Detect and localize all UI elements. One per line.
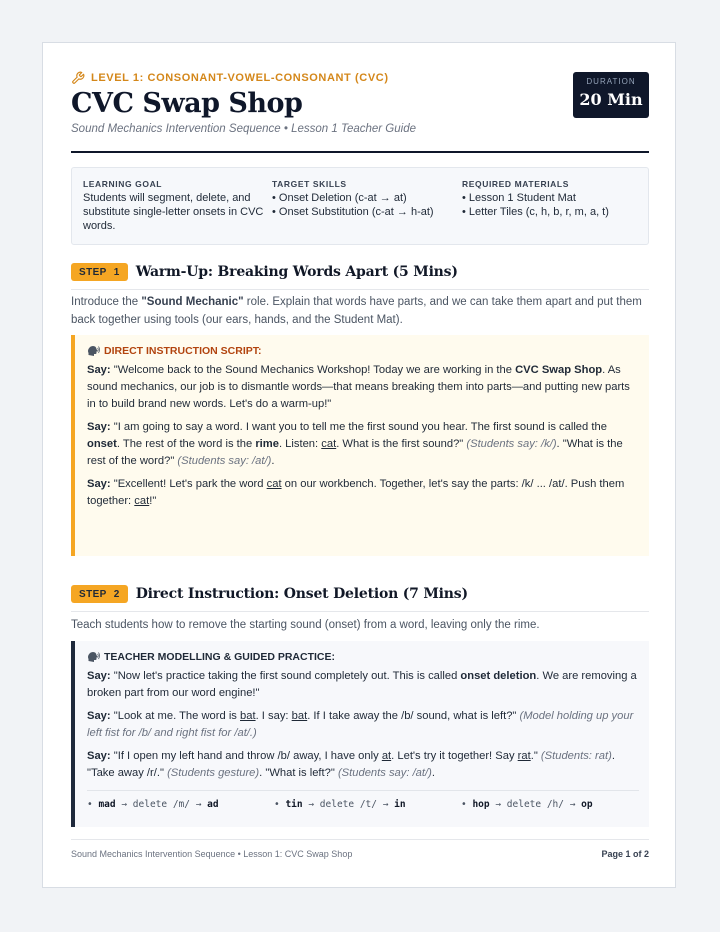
step-1-header	[71, 260, 649, 284]
example-item: • hop → delete /h/ → op	[461, 799, 593, 810]
step-badge-label: STEP	[79, 266, 107, 278]
script-line-1: Say: "Welcome back to the Sound Mechanics Workshop! Today we are working in the CVC Swap Shop. As sound mechanics, our job is to dismantle words—that means breaking them into parts—and putting new parts in to build brand new words. Let's do a warm-up!"	[87, 364, 630, 410]
speaking-head-icon	[87, 651, 100, 663]
script-line-1: Say: "Now let's practice taking the first sound completely out. This is called onset deletion. We are removing a broken part from our word engine!"	[87, 670, 637, 699]
step-number: 1	[113, 266, 120, 278]
page-footer	[71, 839, 649, 859]
lesson-info-panel	[71, 167, 649, 245]
script-heading: TEACHER MODELLING & GUIDED PRACTICE:	[87, 651, 639, 663]
direct-instruction-script	[71, 335, 649, 556]
teacher-modelling-script	[71, 641, 649, 827]
wrench-icon	[71, 71, 85, 85]
footer-title: Sound Mechanics Intervention Sequence • Lesson 1: CVC Swap Shop	[71, 849, 353, 859]
level-label: LEVEL 1: CONSONANT-VOWEL-CONSONANT (CVC)	[91, 72, 389, 84]
target-skills	[272, 179, 462, 244]
example-item: • mad → delete /m/ → ad	[87, 799, 219, 810]
document-page	[42, 42, 676, 888]
step-1-title: Warm-Up: Breaking Words Apart (5 Mins)	[135, 264, 458, 280]
level-line	[71, 70, 649, 86]
skill-item: • Onset Deletion (c-at → at)	[272, 192, 407, 204]
learning-goal	[83, 179, 272, 244]
duration-badge	[573, 72, 649, 118]
page-content	[71, 71, 649, 810]
script-line-2: Say: "Look at me. The word is bat. I say: bat. If I take away the /b/ sound, what is left?" (Model holding up your left fist for /b/ and right fist for /at/.)	[87, 710, 634, 739]
script-heading: DIRECT INSTRUCTION SCRIPT:	[87, 345, 639, 357]
material-item: • Lesson 1 Student Mat	[462, 192, 576, 204]
step-2-badge	[71, 585, 128, 603]
step-2-title: Direct Instruction: Onset Deletion (7 Mins)	[135, 586, 468, 602]
target-skills-label: TARGET SKILLS	[272, 179, 347, 189]
learning-goal-text: Students will segment, delete, and substitute single-letter onsets in CVC words.	[83, 192, 264, 232]
materials-label: REQUIRED MATERIALS	[462, 179, 569, 189]
step-number: 2	[113, 588, 120, 600]
speaking-head-icon	[87, 345, 100, 357]
step-badge-label: STEP	[79, 588, 107, 600]
step-1-intro: Introduce the "Sound Mechanic" role. Explain that words have parts, and we can take them apart and put them back together using tools (our ears, hands, and the Student Mat).	[71, 296, 642, 326]
step-2-intro: Teach students how to remove the starting sound (onset) from a word, leaving only the rime.	[71, 619, 540, 631]
learning-goal-label: LEARNING GOAL	[83, 179, 163, 189]
example-item: • tin → delete /t/ → in	[274, 799, 406, 810]
material-item: • Letter Tiles (c, h, b, r, m, a, t)	[462, 206, 609, 218]
header-divider	[71, 151, 649, 153]
required-materials	[462, 179, 638, 244]
deletion-examples	[87, 790, 639, 810]
script-line-3: Say: "Excellent! Let's park the word cat on our workbench. Together, let's say the parts: /k/ ... /at/. Push them together: cat!"	[87, 478, 625, 507]
step-1-badge	[71, 263, 128, 281]
page-title: CVC Swap Shop	[71, 88, 303, 119]
page-number: Page 1 of 2	[601, 849, 649, 859]
page-subtitle: Sound Mechanics Intervention Sequence • Lesson 1 Teacher Guide	[71, 123, 416, 135]
script-line-2: Say: "I am going to say a word. I want you to tell me the first sound you hear. The first sound is called the onset. The rest of the word is the rime. Listen: cat. What is the first sound?" (Students say: /k/). "What is the rest of the word?" (Students say: /at/).	[87, 421, 623, 467]
script-line-3: Say: "If I open my left hand and throw /b/ away, I have only at. Let's try it together! Say rat." (Students: rat). "Take away /r/." (Students gesture). "What is left?" (Students say: /at/).	[87, 750, 615, 779]
duration-value: 20 Min	[579, 90, 643, 109]
duration-label: DURATION	[586, 77, 636, 86]
skill-item: • Onset Substitution (c-at → h-at)	[272, 206, 434, 218]
step-2-header	[71, 582, 649, 606]
